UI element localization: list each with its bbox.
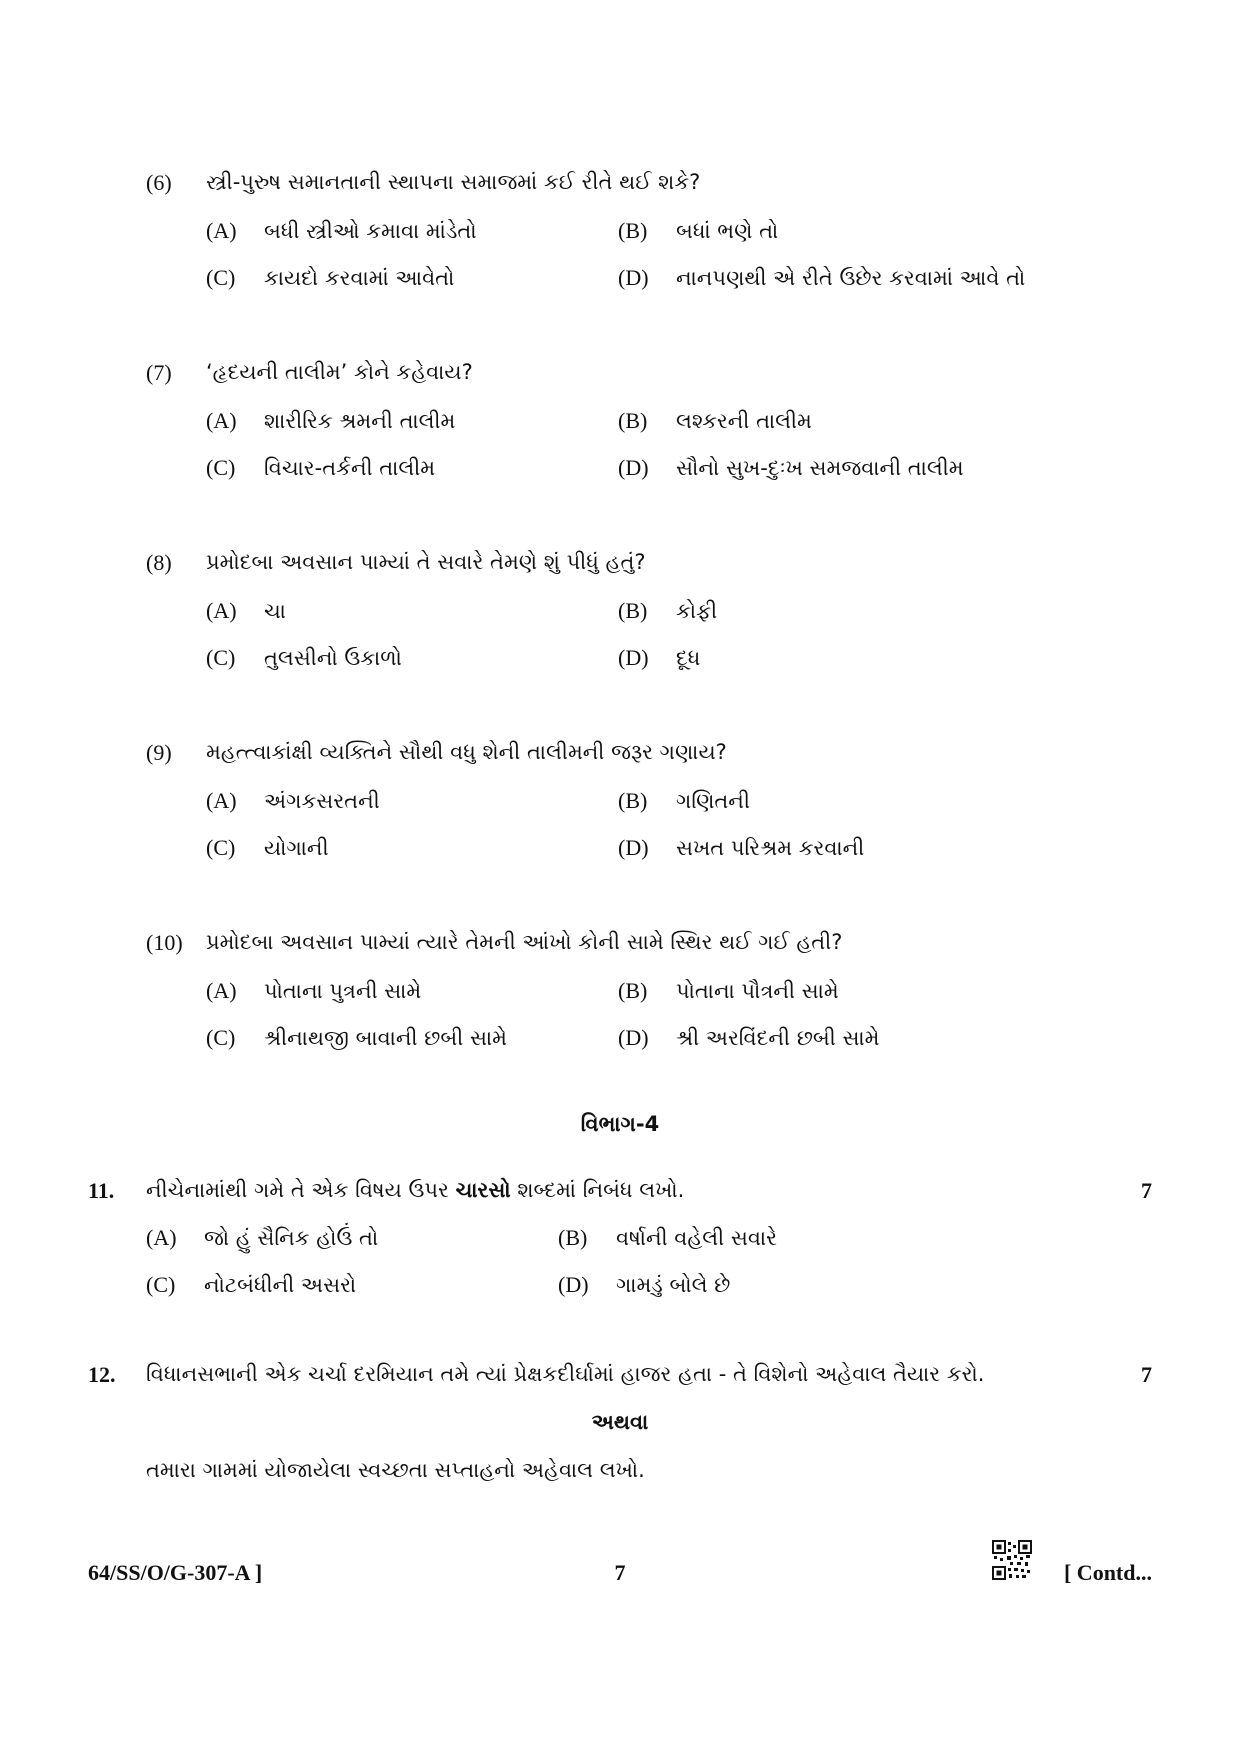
option-d: (D) દૂધ — [618, 645, 701, 670]
option-d: (D) શ્રી અરવિંદની છબી સામે — [618, 1025, 880, 1050]
page-number: 7 — [614, 1560, 626, 1585]
option-a: (A) જો હું સૈનિક હોઉં તો — [146, 1225, 379, 1250]
option-c: (C) યોગાની — [206, 835, 329, 860]
option-b: (B) કોફી — [618, 598, 718, 623]
option-a: (A) બધી સ્ત્રીઓ કમાવા માંડેતો — [206, 218, 477, 243]
paper-code: 64/SS/O/G-307-A ] — [88, 1560, 263, 1585]
option-b: (B) લશ્કરની તાલીમ — [618, 408, 812, 433]
option-c: (C) તુલસીનો ઉકાળો — [206, 645, 402, 670]
question-text: નીચેનામાંથી ગમે તે એક વિષય ઉપર ચારસો શબ્દમાં નિબંધ લખો. — [146, 1178, 685, 1202]
option-a: (A) શારીરિક શ્રમની તાલીમ — [206, 408, 456, 433]
option-c: (C) કાયદો કરવામાં આવેતો — [206, 265, 455, 290]
question-number: 12. — [88, 1362, 116, 1387]
option-a: (A) પોતાના પુત્રની સામે — [206, 978, 422, 1003]
continued-label: [ Contd... — [1063, 1560, 1152, 1585]
option-d: (D) નાનપણથી એ રીતે ઉછેર કરવામાં આવે તો — [618, 265, 1026, 290]
option-b: (B) વર્ષાની વહેલી સવારે — [558, 1225, 777, 1250]
option-d: (D) ગામડું બોલે છે — [558, 1272, 731, 1297]
section-heading: વિભાગ-4 — [580, 1112, 660, 1136]
question-text: સ્ત્રી-પુરુષ સમાનતાની સ્થાપના સમાજમાં કઈ રીતે થઈ શકે? — [206, 170, 701, 194]
option-d: (D) સૌનો સુખ-દુઃખ સમજવાની તાલીમ — [618, 455, 964, 480]
option-c: (C) વિચાર-તર્કની તાલીમ — [206, 455, 436, 480]
question-number: (6) — [146, 170, 172, 195]
option-c: (C) શ્રીનાથજી બાવાની છબી સામે — [206, 1025, 507, 1050]
question-text: મહત્ત્વાકાંક્ષી વ્યક્તિને સૌથી વધુ શેની તાલીમની જરૂર ગણાય? — [206, 740, 727, 764]
question-number: 11. — [88, 1178, 115, 1203]
question-text: ‘હૃદયની તાલીમ’ કોને કહેવાય? — [206, 360, 473, 384]
question-text-emphasis: ચારસો — [455, 1178, 511, 1202]
question-number: (8) — [146, 550, 172, 575]
option-b: (B) પોતાના પૌત્રની સામે — [618, 978, 839, 1003]
option-a: (A) ચા — [206, 598, 286, 623]
question-text: પ્રમોદબા અવસાન પામ્યાં તે સવારે તેમણે શું પીધું હતું? — [206, 550, 646, 574]
question-number: (9) — [146, 740, 172, 765]
qr-code-icon — [992, 1540, 1032, 1580]
question-number: (7) — [146, 360, 172, 385]
option-a: (A) અંગકસરતની — [206, 788, 380, 813]
option-c: (C) નોટબંધીની અસરો — [146, 1272, 357, 1297]
option-b: (B) ગણિતની — [618, 788, 750, 813]
question-number: (10) — [146, 930, 183, 955]
question-text: વિધાનસભાની એક ચર્ચા દરમિયાન તમે ત્યાં પ્રેક્ષકદીર્ઘામાં હાજર હતા - તે વિશેનો અહેવાલ તૈયાર કરો. — [146, 1362, 985, 1386]
or-label: અથવા — [591, 1410, 649, 1434]
option-b: (B) બધાં ભણે તો — [618, 218, 779, 243]
marks: 7 — [1141, 1362, 1152, 1387]
marks: 7 — [1141, 1178, 1152, 1203]
option-d: (D) સખત પરિશ્રમ કરવાની — [618, 835, 865, 860]
question-text: પ્રમોદબા અવસાન પામ્યાં ત્યારે તેમની આંખો કોની સામે સ્થિર થઈ ગઈ હતી? — [206, 930, 843, 954]
alternate-question-text: તમારા ગામમાં યોજાયેલા સ્વચ્છતા સપ્તાહનો અહેવાલ લખો. — [146, 1458, 645, 1482]
